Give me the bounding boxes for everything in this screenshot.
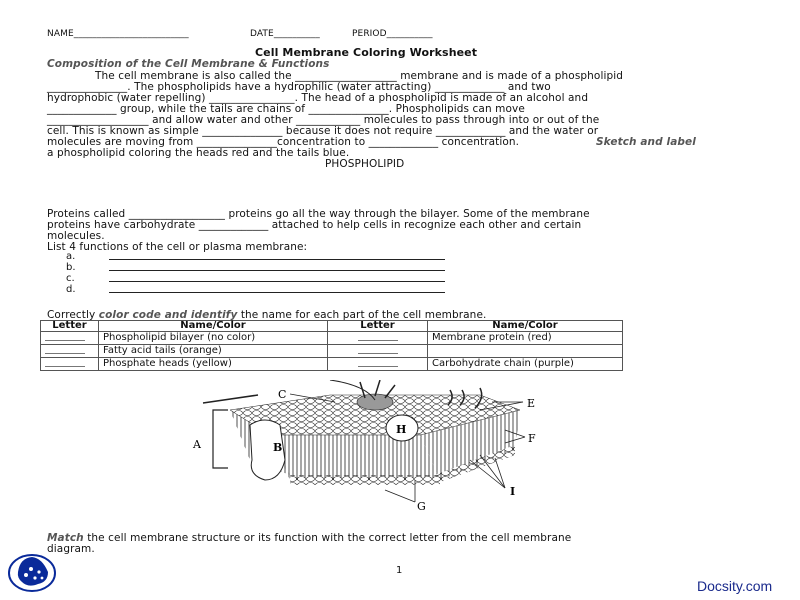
period-field: PERIOD__________: [352, 29, 433, 39]
docsity-logo-icon: [8, 552, 56, 592]
docsity-watermark[interactable]: Docsity.com: [697, 578, 773, 594]
label-f: F: [528, 432, 536, 445]
paragraph-line: molecules.: [47, 230, 105, 242]
color-code-table: [40, 320, 623, 371]
paragraph-line: Proteins called __________________ proteins go all the way through the bilayer. Some of the membrane: [47, 208, 590, 220]
instruction-emphasis: color code and identify: [98, 309, 238, 321]
match-instruction: [47, 532, 571, 544]
name-color-cell: Fatty acid tails (orange): [99, 345, 328, 358]
label-a: A: [193, 438, 201, 451]
label-b: B: [273, 441, 283, 454]
header-name-color: Name/Color: [99, 321, 328, 332]
paragraph-line: The cell membrane is also called the ___________________ membrane and is made of a phospholipid: [95, 70, 624, 82]
list-prompt: List 4 functions of the cell or plasma membrane:: [47, 241, 308, 253]
table-row: [41, 358, 623, 371]
list-item-b: b.: [66, 262, 76, 273]
date-field: DATE__________: [250, 29, 320, 39]
label-e: E: [527, 397, 536, 410]
table-row: [41, 345, 623, 358]
name-color-cell: Phospholipid bilayer (no color): [99, 332, 328, 345]
answer-line-d: [109, 292, 445, 293]
match-text: the cell membrane structure or its function with the correct letter from the cell membrane: [83, 532, 572, 544]
paragraph-line: _______________. The phospholipids have a hydrophilic (water attracting) _____________ and two: [47, 81, 551, 93]
page-number: 1: [396, 565, 403, 576]
section-heading-composition: Composition of the Cell Membrane & Functions: [47, 58, 330, 70]
answer-line-c: [109, 281, 445, 282]
name-color-cell: [428, 345, 623, 358]
name-field: NAME_________________________: [47, 29, 189, 39]
letter-blank[interactable]: [328, 332, 428, 345]
label-c: C: [278, 388, 287, 401]
match-instruction-line2: diagram.: [47, 543, 95, 555]
table-row: [41, 332, 623, 345]
header-name-color: Name/Color: [428, 321, 623, 332]
name-color-cell: Phosphate heads (yellow): [99, 358, 328, 371]
paragraph-line: a phospholipid coloring the heads red and the tails blue.: [47, 147, 350, 159]
list-item-d: d.: [66, 284, 76, 295]
table-header-row: [41, 321, 623, 332]
header-letter: Letter: [41, 321, 99, 332]
name-color-cell: Membrane protein (red): [428, 332, 623, 345]
paragraph-line: proteins have carbohydrate _____________ attached to help cells in recognize each other and certain: [47, 219, 582, 231]
letter-blank[interactable]: [41, 358, 99, 371]
match-emphasis: Match: [47, 532, 84, 544]
answer-line-b: [109, 270, 445, 271]
list-item-a: a.: [66, 251, 76, 262]
letter-blank[interactable]: [328, 345, 428, 358]
paragraph-line: _____________ group, while the tails are chains of _______________. Phospholipids can move: [47, 103, 525, 115]
cell-membrane-diagram: [180, 380, 560, 515]
instruction-post: the name for each part of the cell membrane.: [237, 309, 487, 321]
header-letter: Letter: [328, 321, 428, 332]
list-item-c: c.: [66, 273, 75, 284]
paragraph-line: hydrophobic (water repelling) ________________. The head of a phospholipid is made of an alcohol and: [47, 92, 589, 104]
paragraph-line: ___________________ and allow water and other ____________ molecules to pass through into or out of the: [47, 114, 600, 126]
instruction-pre: Correctly: [47, 309, 99, 321]
label-i: I: [510, 485, 516, 498]
label-g: G: [417, 500, 426, 513]
phospholipid-label: PHOSPHOLIPID: [325, 158, 405, 170]
letter-blank[interactable]: [328, 358, 428, 371]
label-h: H: [396, 423, 407, 436]
letter-blank[interactable]: [41, 332, 99, 345]
letter-blank[interactable]: [41, 345, 99, 358]
paragraph-line: molecules are moving from _______________concentration to _____________ concentration.: [47, 136, 520, 148]
page-title: Cell Membrane Coloring Worksheet: [255, 46, 478, 59]
sketch-label-instruction: Sketch and label: [596, 136, 696, 148]
paragraph-line: cell. This is known as simple _______________ because it does not require _____________ and the water or: [47, 125, 599, 137]
name-color-cell: Carbohydrate chain (purple): [428, 358, 623, 371]
answer-line-a: [109, 259, 445, 260]
